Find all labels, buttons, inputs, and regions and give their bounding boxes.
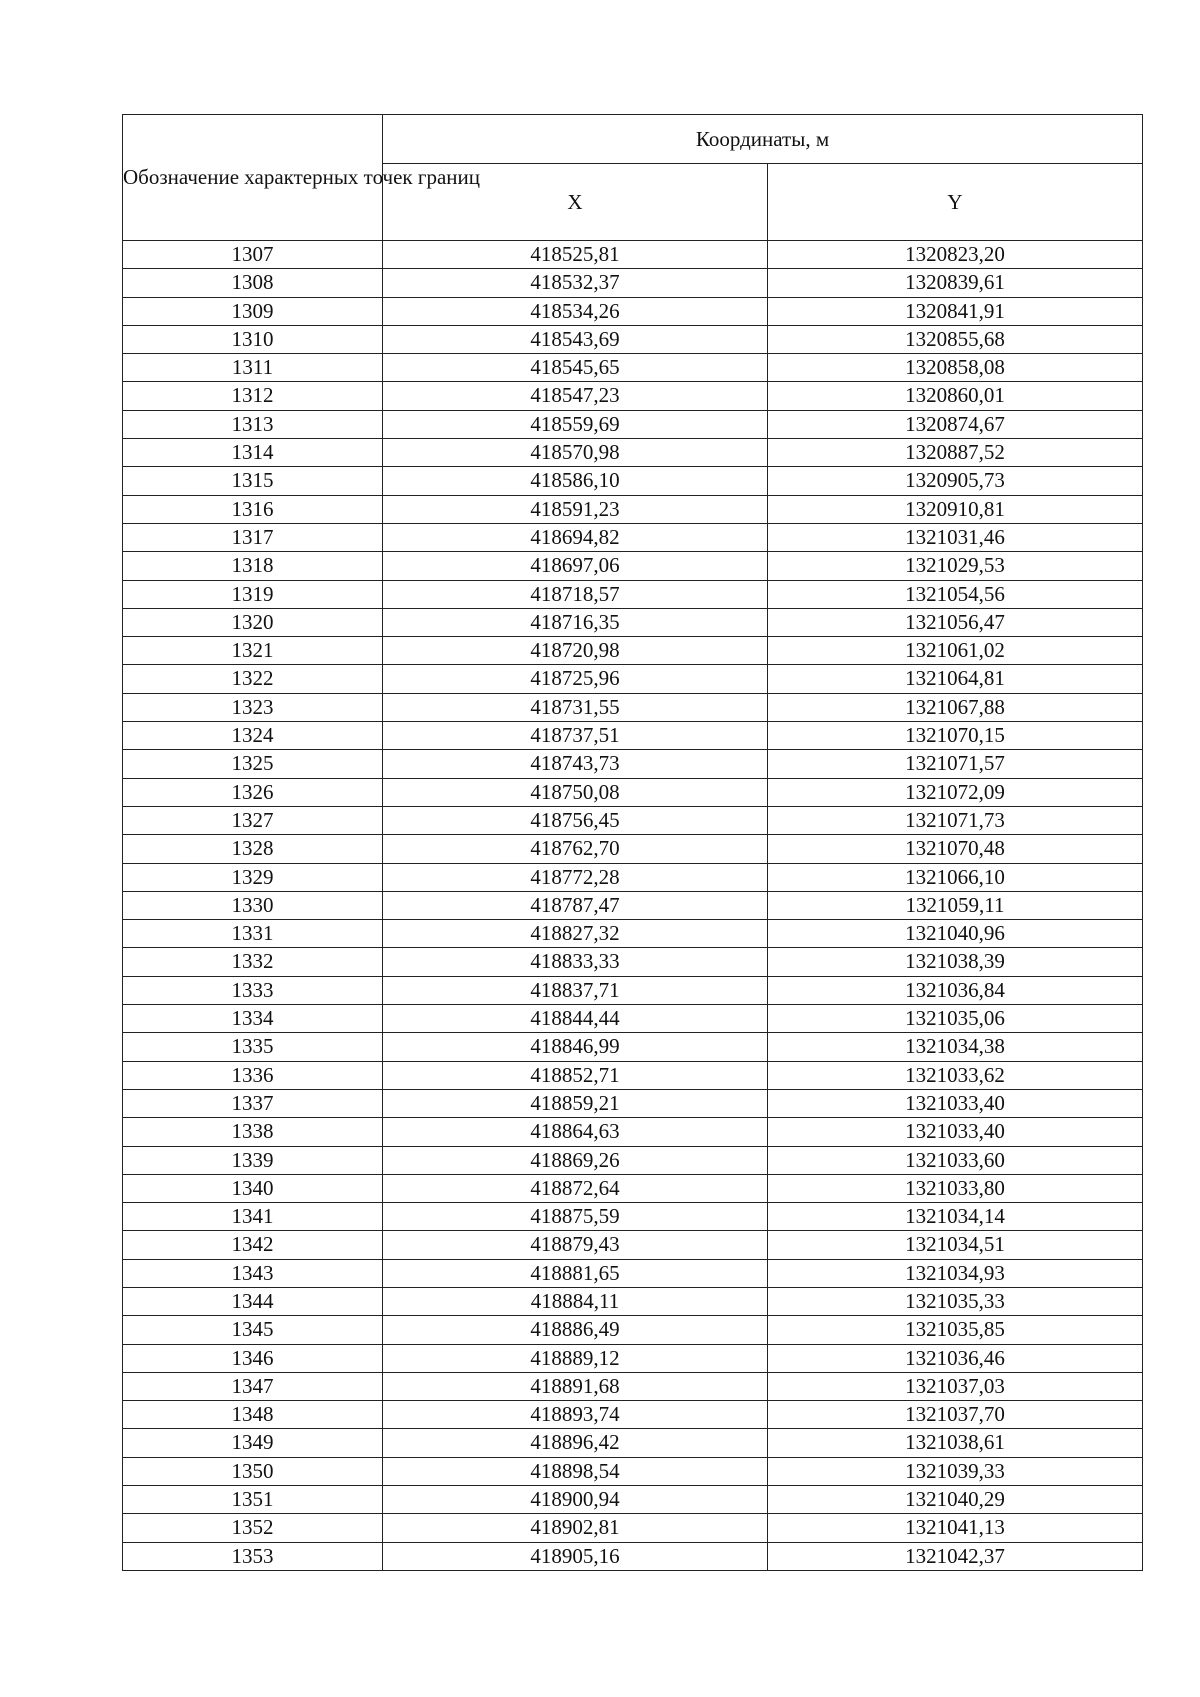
x-coordinate-cell: 418525,81 [383, 241, 768, 269]
point-number-cell: 1333 [123, 976, 383, 1004]
y-coordinate-cell: 1320839,61 [768, 269, 1143, 297]
y-coordinate-cell: 1321066,10 [768, 863, 1143, 891]
x-column-header: X [383, 164, 768, 241]
point-number-cell: 1341 [123, 1203, 383, 1231]
table-row [123, 1514, 1143, 1542]
y-coordinate-cell: 1321070,15 [768, 722, 1143, 750]
x-coordinate-cell: 418902,81 [383, 1514, 768, 1542]
table-row [123, 297, 1143, 325]
y-coordinate-cell: 1320910,81 [768, 495, 1143, 523]
y-coordinate-cell: 1321061,02 [768, 637, 1143, 665]
point-number-cell: 1342 [123, 1231, 383, 1259]
table-row [123, 778, 1143, 806]
point-number-cell: 1348 [123, 1401, 383, 1429]
point-number-cell: 1309 [123, 297, 383, 325]
point-number-cell: 1340 [123, 1174, 383, 1202]
table-row [123, 241, 1143, 269]
y-coordinate-cell: 1321034,93 [768, 1259, 1143, 1287]
table-row [123, 1174, 1143, 1202]
x-coordinate-cell: 418889,12 [383, 1344, 768, 1372]
point-number-cell: 1343 [123, 1259, 383, 1287]
table-header [123, 115, 1143, 241]
y-coordinate-cell: 1321039,33 [768, 1457, 1143, 1485]
point-number-cell: 1336 [123, 1061, 383, 1089]
x-coordinate-cell: 418716,35 [383, 608, 768, 636]
table-row [123, 1259, 1143, 1287]
coordinates-table [122, 114, 1143, 1571]
table-row [123, 637, 1143, 665]
x-coordinate-cell: 418846,99 [383, 1033, 768, 1061]
table-row [123, 495, 1143, 523]
point-number-cell: 1326 [123, 778, 383, 806]
y-coordinate-cell: 1321033,60 [768, 1146, 1143, 1174]
x-coordinate-cell: 418859,21 [383, 1089, 768, 1117]
point-number-cell: 1319 [123, 580, 383, 608]
point-number-cell: 1344 [123, 1287, 383, 1315]
y-coordinate-cell: 1321029,53 [768, 552, 1143, 580]
x-coordinate-cell: 418844,44 [383, 1005, 768, 1033]
y-coordinate-cell: 1321071,57 [768, 750, 1143, 778]
table-row [123, 1429, 1143, 1457]
table-row [123, 467, 1143, 495]
table-row [123, 1457, 1143, 1485]
table-row [123, 891, 1143, 919]
table-row [123, 439, 1143, 467]
x-coordinate-cell: 418725,96 [383, 665, 768, 693]
x-coordinate-cell: 418905,16 [383, 1542, 768, 1570]
point-number-cell: 1312 [123, 382, 383, 410]
y-coordinate-cell: 1320855,68 [768, 325, 1143, 353]
point-number-cell: 1313 [123, 410, 383, 438]
y-coordinate-cell: 1321033,40 [768, 1118, 1143, 1146]
point-number-cell: 1338 [123, 1118, 383, 1146]
x-coordinate-cell: 418586,10 [383, 467, 768, 495]
point-number-cell: 1311 [123, 354, 383, 382]
point-number-cell: 1339 [123, 1146, 383, 1174]
x-coordinate-cell: 418756,45 [383, 806, 768, 834]
x-coordinate-cell: 418827,32 [383, 920, 768, 948]
point-number-cell: 1318 [123, 552, 383, 580]
table-row [123, 1316, 1143, 1344]
y-coordinate-cell: 1321040,29 [768, 1486, 1143, 1514]
y-coordinate-cell: 1320905,73 [768, 467, 1143, 495]
point-number-cell: 1345 [123, 1316, 383, 1344]
point-number-cell: 1351 [123, 1486, 383, 1514]
x-coordinate-cell: 418718,57 [383, 580, 768, 608]
table-row [123, 523, 1143, 551]
table-row [123, 325, 1143, 353]
point-number-cell: 1346 [123, 1344, 383, 1372]
table-row [123, 1486, 1143, 1514]
y-coordinate-cell: 1321056,47 [768, 608, 1143, 636]
point-number-cell: 1352 [123, 1514, 383, 1542]
table-row [123, 552, 1143, 580]
table-row [123, 1146, 1143, 1174]
x-coordinate-cell: 418750,08 [383, 778, 768, 806]
point-number-cell: 1320 [123, 608, 383, 636]
x-coordinate-cell: 418893,74 [383, 1401, 768, 1429]
x-coordinate-cell: 418875,59 [383, 1203, 768, 1231]
point-number-cell: 1324 [123, 722, 383, 750]
point-number-cell: 1353 [123, 1542, 383, 1570]
x-coordinate-cell: 418697,06 [383, 552, 768, 580]
point-number-cell: 1334 [123, 1005, 383, 1033]
table-row [123, 269, 1143, 297]
x-coordinate-cell: 418559,69 [383, 410, 768, 438]
y-coordinate-cell: 1321034,38 [768, 1033, 1143, 1061]
coordinates-header: Координаты, м [383, 115, 1143, 164]
x-coordinate-cell: 418872,64 [383, 1174, 768, 1202]
y-coordinate-cell: 1321059,11 [768, 891, 1143, 919]
point-number-cell: 1331 [123, 920, 383, 948]
y-coordinate-cell: 1321037,70 [768, 1401, 1143, 1429]
point-number-cell: 1315 [123, 467, 383, 495]
y-coordinate-cell: 1321031,46 [768, 523, 1143, 551]
table-row [123, 354, 1143, 382]
y-coordinate-cell: 1320860,01 [768, 382, 1143, 410]
point-number-cell: 1330 [123, 891, 383, 919]
y-coordinate-cell: 1321038,39 [768, 948, 1143, 976]
table-row [123, 948, 1143, 976]
x-coordinate-cell: 418547,23 [383, 382, 768, 410]
table-row [123, 1203, 1143, 1231]
x-coordinate-cell: 418534,26 [383, 297, 768, 325]
x-coordinate-cell: 418891,68 [383, 1372, 768, 1400]
x-coordinate-cell: 418869,26 [383, 1146, 768, 1174]
y-coordinate-cell: 1321041,13 [768, 1514, 1143, 1542]
x-coordinate-cell: 418879,43 [383, 1231, 768, 1259]
point-number-cell: 1337 [123, 1089, 383, 1117]
point-number-cell: 1332 [123, 948, 383, 976]
y-coordinate-cell: 1321033,62 [768, 1061, 1143, 1089]
y-coordinate-cell: 1321034,14 [768, 1203, 1143, 1231]
y-coordinate-cell: 1320887,52 [768, 439, 1143, 467]
point-number-cell: 1327 [123, 806, 383, 834]
y-coordinate-cell: 1321036,46 [768, 1344, 1143, 1372]
table-row [123, 382, 1143, 410]
x-coordinate-cell: 418772,28 [383, 863, 768, 891]
y-coordinate-cell: 1321036,84 [768, 976, 1143, 1004]
x-coordinate-cell: 418833,33 [383, 948, 768, 976]
y-coordinate-cell: 1321042,37 [768, 1542, 1143, 1570]
y-coordinate-cell: 1321038,61 [768, 1429, 1143, 1457]
point-number-cell: 1322 [123, 665, 383, 693]
table-row [123, 693, 1143, 721]
table-row [123, 1287, 1143, 1315]
x-coordinate-cell: 418886,49 [383, 1316, 768, 1344]
y-coordinate-cell: 1320874,67 [768, 410, 1143, 438]
point-number-cell: 1335 [123, 1033, 383, 1061]
table-row [123, 722, 1143, 750]
table-row [123, 1401, 1143, 1429]
point-number-cell: 1316 [123, 495, 383, 523]
x-coordinate-cell: 418743,73 [383, 750, 768, 778]
x-coordinate-cell: 418900,94 [383, 1486, 768, 1514]
point-number-cell: 1321 [123, 637, 383, 665]
table-row [123, 1061, 1143, 1089]
point-number-cell: 1310 [123, 325, 383, 353]
x-coordinate-cell: 418762,70 [383, 835, 768, 863]
point-number-cell: 1349 [123, 1429, 383, 1457]
x-coordinate-cell: 418532,37 [383, 269, 768, 297]
x-coordinate-cell: 418896,42 [383, 1429, 768, 1457]
table-row [123, 580, 1143, 608]
point-number-cell: 1328 [123, 835, 383, 863]
y-coordinate-cell: 1321072,09 [768, 778, 1143, 806]
x-coordinate-cell: 418545,65 [383, 354, 768, 382]
table-row [123, 1089, 1143, 1117]
x-coordinate-cell: 418570,98 [383, 439, 768, 467]
table-row [123, 806, 1143, 834]
table-row [123, 1231, 1143, 1259]
y-coordinate-cell: 1321033,80 [768, 1174, 1143, 1202]
x-coordinate-cell: 418731,55 [383, 693, 768, 721]
x-coordinate-cell: 418591,23 [383, 495, 768, 523]
x-coordinate-cell: 418543,69 [383, 325, 768, 353]
y-column-header: Y [768, 164, 1143, 241]
x-coordinate-cell: 418737,51 [383, 722, 768, 750]
point-number-cell: 1323 [123, 693, 383, 721]
table-row [123, 1118, 1143, 1146]
table-row [123, 608, 1143, 636]
table-row [123, 410, 1143, 438]
table-row [123, 665, 1143, 693]
table-row [123, 1372, 1143, 1400]
y-coordinate-cell: 1321034,51 [768, 1231, 1143, 1259]
table-body [123, 241, 1143, 1571]
table-row [123, 1344, 1143, 1372]
y-coordinate-cell: 1321067,88 [768, 693, 1143, 721]
x-coordinate-cell: 418884,11 [383, 1287, 768, 1315]
x-coordinate-cell: 418720,98 [383, 637, 768, 665]
x-coordinate-cell: 418837,71 [383, 976, 768, 1004]
table-row [123, 976, 1143, 1004]
y-coordinate-cell: 1321064,81 [768, 665, 1143, 693]
table-row [123, 835, 1143, 863]
table-row [123, 1005, 1143, 1033]
x-coordinate-cell: 418852,71 [383, 1061, 768, 1089]
x-coordinate-cell: 418787,47 [383, 891, 768, 919]
x-coordinate-cell: 418881,65 [383, 1259, 768, 1287]
y-coordinate-cell: 1320858,08 [768, 354, 1143, 382]
table-row [123, 1033, 1143, 1061]
point-designation-header: Обозначение характерных точек границ [123, 115, 383, 241]
y-coordinate-cell: 1321040,96 [768, 920, 1143, 948]
y-coordinate-cell: 1321037,03 [768, 1372, 1143, 1400]
x-coordinate-cell: 418898,54 [383, 1457, 768, 1485]
point-number-cell: 1317 [123, 523, 383, 551]
document-page [122, 114, 1142, 1571]
point-number-cell: 1308 [123, 269, 383, 297]
point-number-cell: 1325 [123, 750, 383, 778]
table-row [123, 1542, 1143, 1570]
point-number-cell: 1314 [123, 439, 383, 467]
y-coordinate-cell: 1321071,73 [768, 806, 1143, 834]
y-coordinate-cell: 1321054,56 [768, 580, 1143, 608]
y-coordinate-cell: 1321035,33 [768, 1287, 1143, 1315]
point-number-cell: 1350 [123, 1457, 383, 1485]
y-coordinate-cell: 1321035,85 [768, 1316, 1143, 1344]
table-row [123, 863, 1143, 891]
table-row [123, 750, 1143, 778]
x-coordinate-cell: 418694,82 [383, 523, 768, 551]
y-coordinate-cell: 1321033,40 [768, 1089, 1143, 1117]
point-number-cell: 1329 [123, 863, 383, 891]
y-coordinate-cell: 1321070,48 [768, 835, 1143, 863]
y-coordinate-cell: 1320841,91 [768, 297, 1143, 325]
table-row [123, 920, 1143, 948]
x-coordinate-cell: 418864,63 [383, 1118, 768, 1146]
y-coordinate-cell: 1321035,06 [768, 1005, 1143, 1033]
point-number-cell: 1307 [123, 241, 383, 269]
point-number-cell: 1347 [123, 1372, 383, 1400]
y-coordinate-cell: 1320823,20 [768, 241, 1143, 269]
